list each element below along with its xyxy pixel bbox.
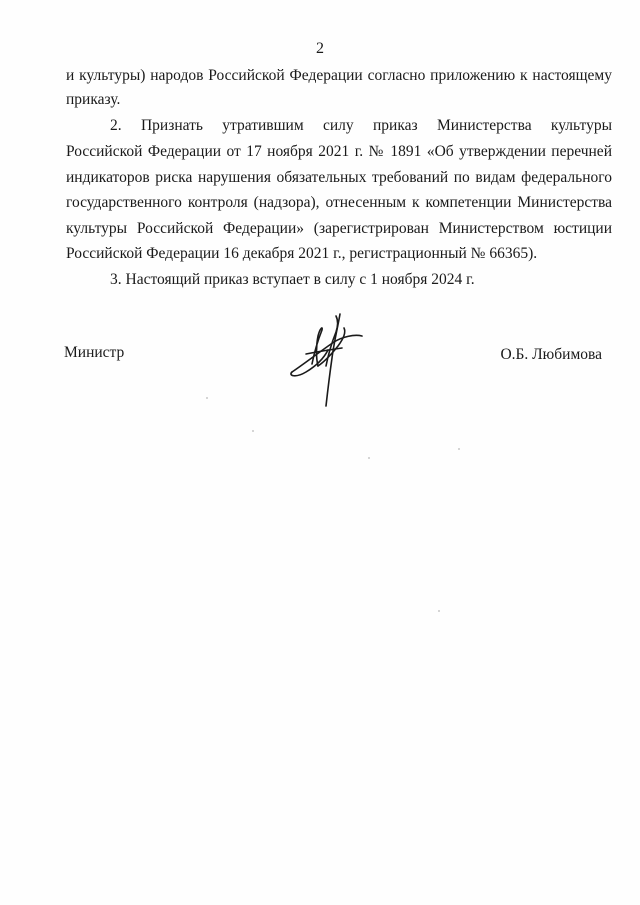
paragraph-1-line-1: и культуры) народов Российской Федерации согласно приложению к настоящему (66, 67, 612, 84)
paragraph-2-line-6: Российской Федерации 16 декабря 2021 г., регистрационный № 66365). (66, 245, 538, 262)
paragraph-2-line-2: Российской Федерации от 17 ноября 2021 г. № 1891 «Об утверждении перечней (66, 143, 612, 160)
paragraph-1-line-2: приказу. (66, 91, 121, 108)
scan-speck (438, 610, 440, 612)
paragraph-2-line-4: государственного контроля (надзора), отнесенным к компетенции Министерства (66, 194, 612, 211)
scan-speck (206, 397, 208, 399)
scan-speck (458, 448, 460, 450)
paragraph-3-line-1: 3. Настоящий приказ вступает в силу с 1 ноября 2024 г. (110, 271, 475, 288)
signatory-title: Министр (64, 344, 125, 361)
paragraph-2-line-3: индикаторов риска нарушения обязательных требований по видам федерального (66, 169, 612, 186)
paragraph-2-line-1: 2. Признать утратившим силу приказ Министерства культуры (110, 117, 612, 134)
paragraph-2-line-5: культуры Российской Федерации» (зарегистрирован Министерством юстиции (66, 220, 612, 237)
handwritten-signature-icon (282, 306, 368, 410)
signatory-name: О.Б. Любимова (500, 346, 602, 363)
scan-speck (368, 457, 370, 459)
scan-speck (252, 430, 254, 432)
page-number: 2 (316, 40, 324, 57)
